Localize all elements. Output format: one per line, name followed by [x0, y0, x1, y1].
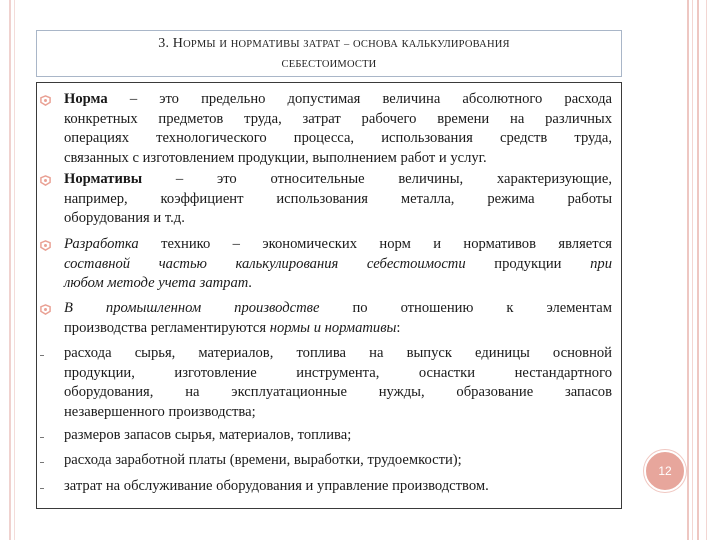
- dash-item-obsluzhivanie: [64, 477, 612, 497]
- line: оборудования и т.д.: [64, 210, 185, 227]
- dash-item-raskhoda-syrya: [64, 344, 612, 422]
- bullet-icon: [40, 304, 51, 315]
- line: например, коэффициент использования металла, режима работы: [64, 190, 612, 207]
- norma-line-1-rest: – это предельно допустимая величина абсолютного расхода: [129, 91, 612, 107]
- bullet-icon: [40, 240, 51, 251]
- bullet-norma: [64, 90, 612, 168]
- dash-marker: [40, 437, 44, 438]
- bullet-razrabotka: [64, 235, 612, 294]
- term-norma: Норма: [64, 91, 108, 107]
- normativy-line-1-rest: – это относительные величины, характеризующие,: [175, 171, 612, 187]
- line: конкретных предметов труда, затрат рабочего времени на различных: [64, 110, 612, 127]
- line: составной частью калькулирования себестоимости продукции при: [64, 255, 612, 272]
- right-decor-line-thin: [692, 0, 693, 540]
- term-normativy: Нормативы: [64, 171, 143, 187]
- line: расхода заработной платы (времени, выработки, трудоемкости);: [64, 452, 462, 468]
- line: Разработка технико – экономических норм и нормативов является: [64, 236, 612, 252]
- line: операциях технологического процесса, использования средств труда,: [64, 130, 612, 147]
- line: продукции, изготовление инструмента, оснастки нестандартного: [64, 364, 612, 381]
- dash-marker: [40, 462, 44, 463]
- slide-title: [36, 30, 622, 77]
- line: оборудования, на эксплуатационные нужды, образование запасов: [64, 384, 612, 401]
- dash-item-zarabotnoy-platy: [64, 451, 612, 471]
- right-decor-line: [687, 0, 689, 540]
- dash-marker: [40, 355, 44, 356]
- left-decor-line-thin: [14, 0, 15, 540]
- line: размеров запасов сырья, материалов, топлива;: [64, 427, 352, 443]
- line: любом методе учета затрат.: [64, 275, 252, 292]
- bullet-promyshlennom: [64, 299, 612, 338]
- line: производства регламентируются нормы и нормативы:: [64, 319, 401, 336]
- dash-marker: [40, 488, 44, 489]
- page-number-badge: [644, 450, 686, 492]
- line: затрат на обслуживание оборудования и управление производством.: [64, 478, 489, 494]
- bullet-icon: [40, 175, 51, 186]
- title-line-2: СЕБЕСТОИМОСТИ: [281, 58, 377, 70]
- dash-item-razmerov-zapasov: [64, 426, 612, 446]
- page-number: 12: [658, 464, 672, 478]
- bullet-icon: [40, 95, 51, 106]
- line: незавершенного производства;: [64, 403, 256, 420]
- line: расхода сырья, материалов, топлива на выпуск единицы основной: [64, 345, 612, 361]
- line: [64, 90, 612, 110]
- right-decor-line-2: [697, 0, 699, 540]
- line: В промышленном производстве по отношению к элементам: [64, 300, 612, 316]
- title-line-1: 3. НОРМЫ И НОРМАТИВЫ ЗАТРАТ – ОСНОВА КАЛЬКУЛИРОВАНИЯ: [158, 35, 510, 51]
- right-decor-line-3: [706, 0, 707, 540]
- left-decor-line: [9, 0, 11, 540]
- bullet-normativy: [64, 170, 612, 229]
- line: [64, 170, 612, 190]
- line: связанных с изготовлением продукции, выполнением работ и услуг.: [64, 149, 487, 166]
